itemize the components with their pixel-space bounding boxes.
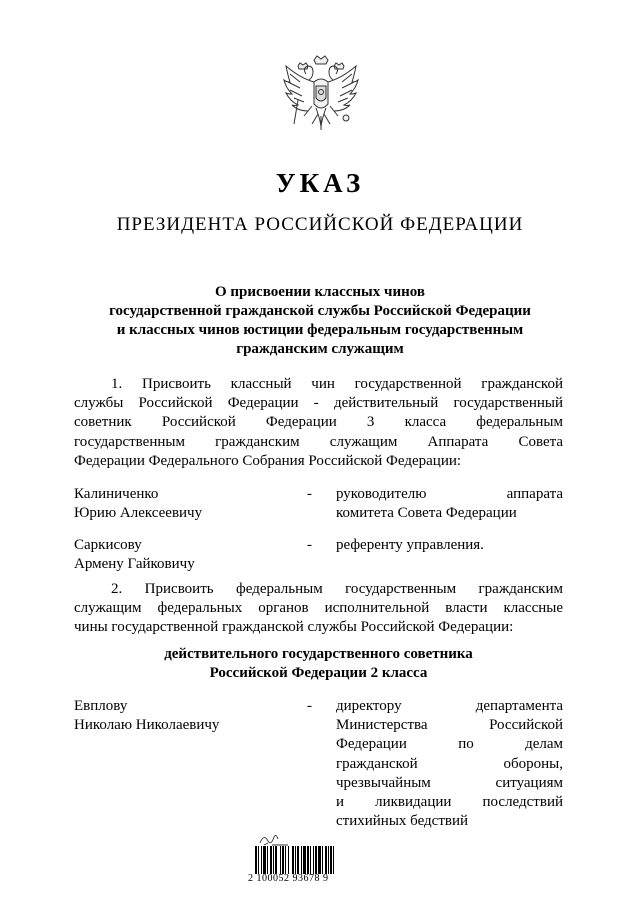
- paragraph-line: 2. Присвоить федеральным государственным гражданским: [111, 581, 563, 597]
- paragraph-2: [74, 580, 563, 638]
- barcode-icon: [254, 846, 362, 874]
- heading-line: и классных чинов юстиции федеральным государственным: [116, 322, 524, 338]
- heading-line: О присвоении классных чинов: [215, 284, 425, 300]
- paragraph-line: советник Российской Федерации 3 класса федеральным: [74, 414, 563, 431]
- appointee-name: Саркисову Армену Гайковичу: [74, 537, 195, 573]
- subheading-line: действительного государственного советника: [164, 646, 473, 662]
- appointee-position: руководителю аппарата комитета Совета Федерации: [336, 486, 563, 522]
- paragraph-line: чины государственной гражданской службы Российской Федерации:: [74, 619, 514, 636]
- paragraph-line: службы Российской Федерации - действительный государственный: [74, 395, 563, 412]
- dash-separator: -: [307, 537, 312, 553]
- decree-heading: [60, 283, 580, 359]
- heading-line: государственной гражданской службы Российской Федерации: [109, 303, 531, 319]
- paragraph-line: 1. Присвоить классный чин государственной гражданской: [111, 376, 563, 392]
- paragraph-line: Федерации Федерального Собрания Российской Федерации:: [74, 452, 462, 469]
- appointee-position: директору департамента Министерства Российской Федерации по делам гражданской обороны, чрезвычайным ситуациям и ликвидации последствий стихийных бедствий: [336, 698, 563, 830]
- dash-separator: -: [307, 698, 312, 714]
- document-title: УКАЗ: [275, 168, 365, 198]
- dash-separator: -: [307, 486, 312, 502]
- paragraph-line: служащим федеральных органов исполнительной власти классные: [74, 600, 563, 617]
- subheading-line: Российской Федерации 2 класса: [209, 665, 428, 681]
- signature-mark-icon: [258, 831, 298, 847]
- barcode-number: 2 100052 93678 9: [248, 873, 329, 884]
- heading-line: гражданским служащим: [236, 341, 404, 357]
- rank-subheading: [74, 645, 563, 683]
- appointee-name: Евплову Николаю Николаевичу: [74, 698, 220, 734]
- document-subtitle: ПРЕЗИДЕНТА РОССИЙСКОЙ ФЕДЕРАЦИИ: [116, 214, 524, 235]
- appointee-position: референту управления.: [336, 537, 484, 553]
- russian-coat-of-arms-icon: [276, 52, 366, 142]
- paragraph-1: [74, 375, 563, 471]
- paragraph-line: государственным гражданским служащим Аппарата Совета: [74, 433, 563, 450]
- appointee-name: Калиниченко Юрию Алексеевичу: [74, 486, 203, 522]
